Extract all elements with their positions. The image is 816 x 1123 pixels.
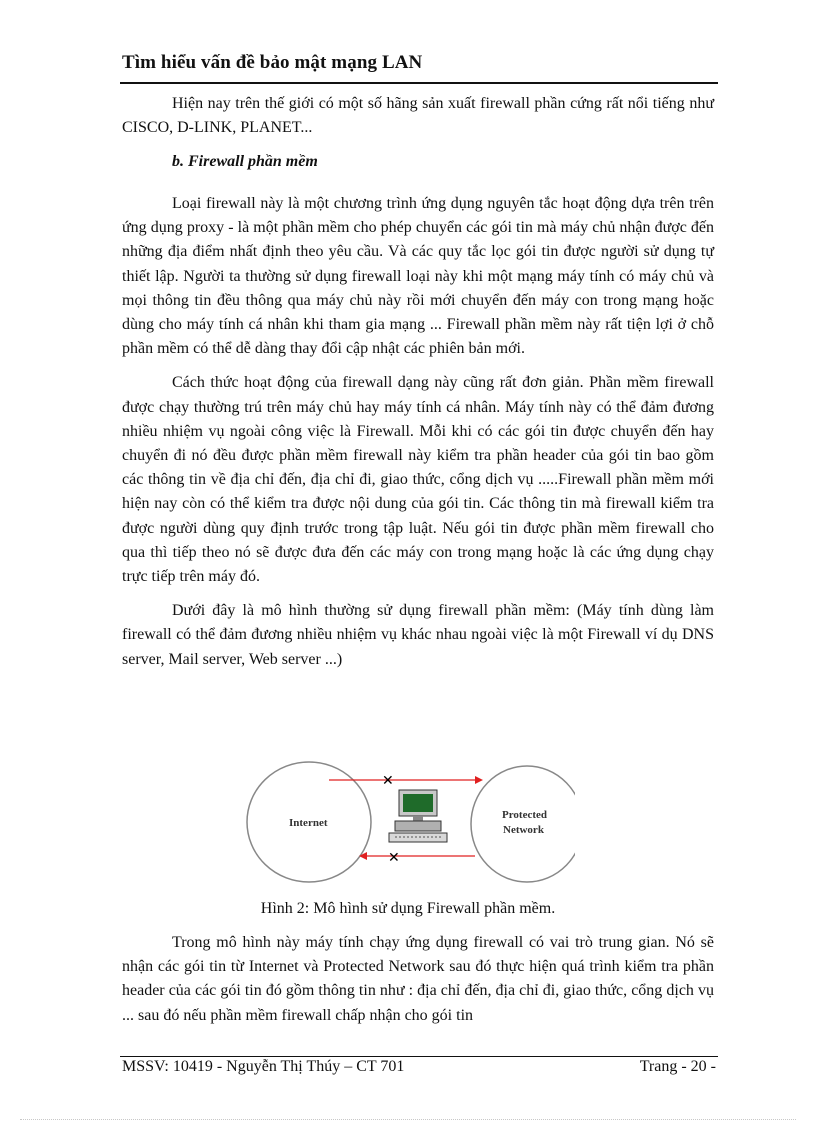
page-header-title: Tìm hiểu vấn đề bảo mật mạng LAN (122, 52, 423, 73)
paragraph-software-firewall-operation: Cách thức hoạt động của firewall dạng này cũng rất đơn giản. Phần mềm firewall được chạy thường trú trên máy chủ hay máy tính cá nhân. Máy tính này có thể đảm đương nhiều nhiệm vụ ngoài công việc là Firewall. Mỗi khi có các gói tin được chuyển đến hay chuyển đi nó đều được phần mềm firewall này kiểm tra phần header của gói tin bao gồm các thông tin về địa chỉ đến, địa chỉ đi, giao thức, cổng dịch vụ .....Firewall phần mềm mới hiện nay còn có thể kiểm tra được nội dung của gói tin. Các thông tin mà firewall kiểm tra được người dùng quy định trước trong tập luật. Nếu gói tin được phần mềm firewall cho qua thì tiếp theo nó sẽ được đưa đến các máy con trong mạng hoặc là các ứng dụng chạy trực tiếp trên máy đó. (122, 374, 714, 586)
paragraph-text: Trong mô hình này máy tính chạy ứng dụng firewall có vai trò trung gian. Nó sẽ nhận các gói tin từ Internet và Protected Network sau đó thực hiện quá trình kiểm tra phần header của các gói tin đó gồm thông tin như : địa chỉ đến, địa chỉ đi, giao thức, cổng dịch vụ ... sau đó nếu phần mềm firewall chấp nhận cho gói tin (122, 934, 714, 1024)
paragraph-hardware-vendors (122, 92, 714, 150)
footer-divider (120, 1056, 718, 1057)
bottom-arrow (359, 852, 475, 860)
firewall-diagram (245, 756, 575, 896)
header-divider (120, 82, 718, 84)
protected-label-line1: Protected (502, 809, 547, 821)
paragraph-model-intro: Dưới đây là mô hình thường sử dụng firewall phần mềm: (Máy tính dùng làm firewall có thể đảm đương nhiều nhiệm vụ khác nhau ngoài việc là một Firewall ví dụ DNS server, Mail server, Web server ...) (122, 602, 714, 668)
page-bottom-border (20, 1119, 796, 1120)
bottom-block-mark: ✕ (388, 850, 400, 866)
paragraph-block (122, 192, 714, 682)
paragraph-software-firewall-intro: Loại firewall này là một chương trình ứng dụng nguyên tắc hoạt động dựa trên trên ứng dụng proxy - là một phần mềm cho phép chuyển các gói tin mà máy chủ nhận được đến những địa điểm nhất định theo yêu cầu. Và các quy tắc lọc gói tin được người sử dụng tự thiết lập. Người ta thường sử dụng firewall loại này khi một mạng máy tính có máy chủ và mọi thông tin đều thông qua máy chủ này rồi mới chuyển đến máy con trong mạng hoặc dùng cho máy tính cá nhân khi tham gia mạng ... Firewall phần mềm này rất tiện lợi ở chỗ phần mềm có thể dễ dàng thay đổi cập nhật các phiên bản mới. (122, 195, 714, 358)
section-subheading: b. Firewall phần mềm (172, 153, 318, 170)
internet-label: Internet (289, 817, 328, 829)
top-block-mark: ✕ (382, 773, 394, 789)
footer-student-info: MSSV: 10419 - Nguyễn Thị Thúy – CT 701 (122, 1058, 405, 1075)
protected-label-line2: Network (503, 824, 544, 836)
footer-page-number: Trang - 20 - (639, 1058, 716, 1075)
paragraph-model-explanation (122, 931, 714, 1038)
figure-caption: Hình 2: Mô hình sử dụng Firewall phần mềm. (260, 900, 556, 917)
firewall-computer-icon (389, 790, 447, 842)
paragraph-text: Hiện nay trên thế giới có một số hãng sản xuất firewall phần cứng rất nổi tiếng như CISCO, D-LINK, PLANET... (122, 95, 714, 137)
